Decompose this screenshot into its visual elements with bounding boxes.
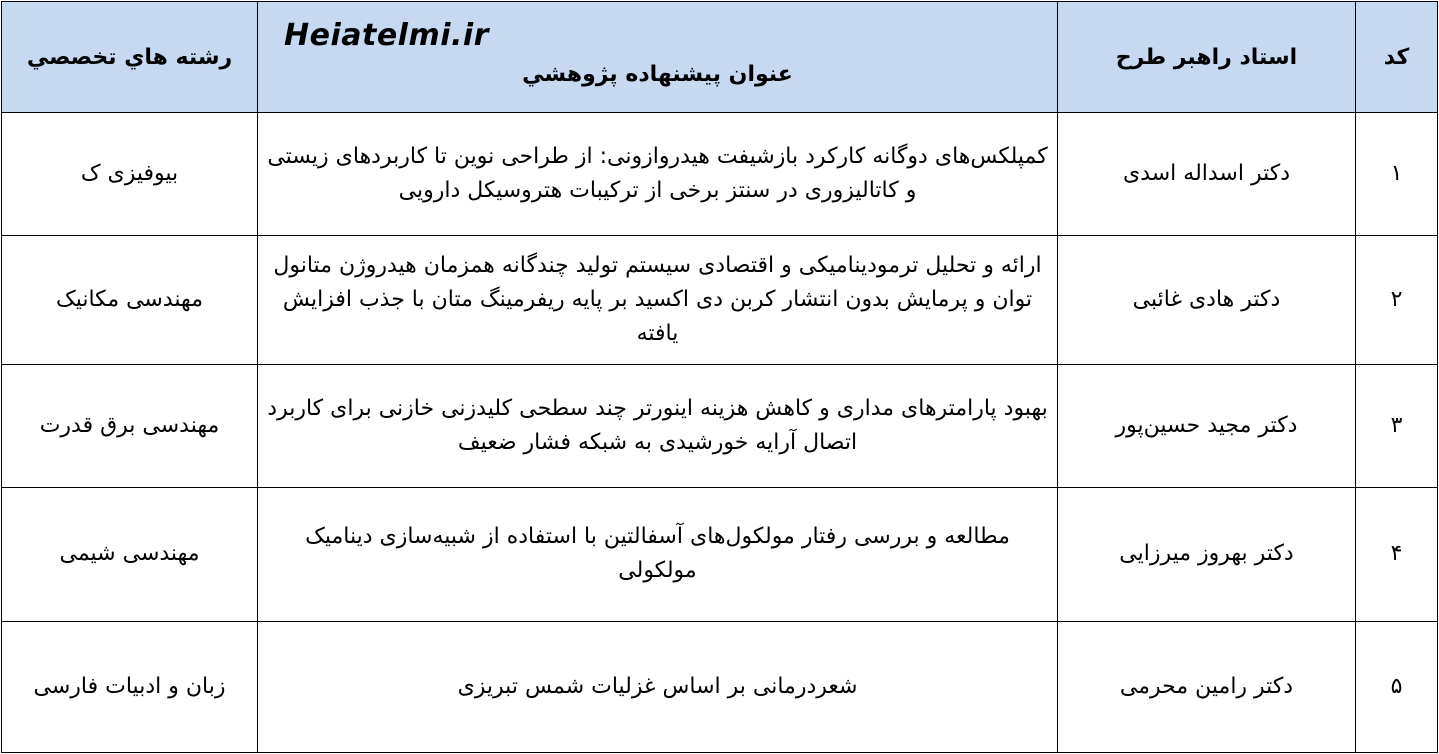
title-cell: بهبود پارامترهای مداری و کاهش هزینه اینورتر چند سطحی کلیدزنی خازنی برای کاربرد اتصال آرایه خورشیدی به شبکه فشار ضعیف bbox=[258, 364, 1058, 487]
proposals-table bbox=[1, 1, 1438, 753]
table-row bbox=[2, 236, 1438, 364]
title-cell: مطالعه و بررسی رفتار مولکول‌های آسفالتین با استفاده از شبیه‌سازی دینامیک مولکولی bbox=[258, 488, 1058, 621]
advisor-cell: دکتر بهروز میرزایی bbox=[1058, 488, 1356, 621]
header-advisor: استاد راهبر طرح bbox=[1058, 2, 1356, 113]
table-row bbox=[2, 113, 1438, 236]
table-row bbox=[2, 364, 1438, 487]
table-header-row bbox=[2, 2, 1438, 113]
code-cell: ۳ bbox=[1356, 364, 1438, 487]
code-cell: ۲ bbox=[1356, 236, 1438, 364]
title-cell: کمپلکس‌های دوگانه کارکرد بازشیفت هیدروازونی: از طراحی نوین تا کاربردهای زیستی و کاتالیزوری در سنتز برخی از ترکیبات هتروسیکل دارویی bbox=[258, 113, 1058, 236]
header-code: کد bbox=[1356, 2, 1438, 113]
header-field: رشته هاي تخصصي bbox=[2, 2, 258, 113]
header-title-cell bbox=[258, 2, 1058, 113]
advisor-cell: دکتر هادی غائبی bbox=[1058, 236, 1356, 364]
table-row bbox=[2, 621, 1438, 752]
title-cell: شعردرمانی بر اساس غزلیات شمس تبریزی bbox=[258, 621, 1058, 752]
advisor-cell: دکتر اسداله اسدی bbox=[1058, 113, 1356, 236]
site-watermark: Heiatelmi.ir bbox=[284, 18, 489, 53]
field-cell: زبان و ادبیات فارسی bbox=[2, 621, 258, 752]
field-cell: مهندسی شیمی bbox=[2, 488, 258, 621]
advisor-cell: دکتر رامین محرمی bbox=[1058, 621, 1356, 752]
code-cell: ۵ bbox=[1356, 621, 1438, 752]
field-cell: مهندسی برق قدرت bbox=[2, 364, 258, 487]
code-cell: ۴ bbox=[1356, 488, 1438, 621]
header-title: عنوان پيشنهاده پژوهشي bbox=[522, 61, 793, 87]
field-cell: بیوفیزی ک bbox=[2, 113, 258, 236]
field-cell: مهندسی مکانیک bbox=[2, 236, 258, 364]
advisor-cell: دکتر مجید حسین‌پور bbox=[1058, 364, 1356, 487]
title-cell: ارائه و تحلیل ترمودینامیکی و اقتصادی سیستم تولید چندگانه همزمان هیدروژن متانول توان و پرمایش بدون انتشار کربن دی اکسید بر پایه ریفرمینگ متان با جذب افزایش یافته bbox=[258, 236, 1058, 364]
code-cell: ۱ bbox=[1356, 113, 1438, 236]
table-row bbox=[2, 488, 1438, 621]
